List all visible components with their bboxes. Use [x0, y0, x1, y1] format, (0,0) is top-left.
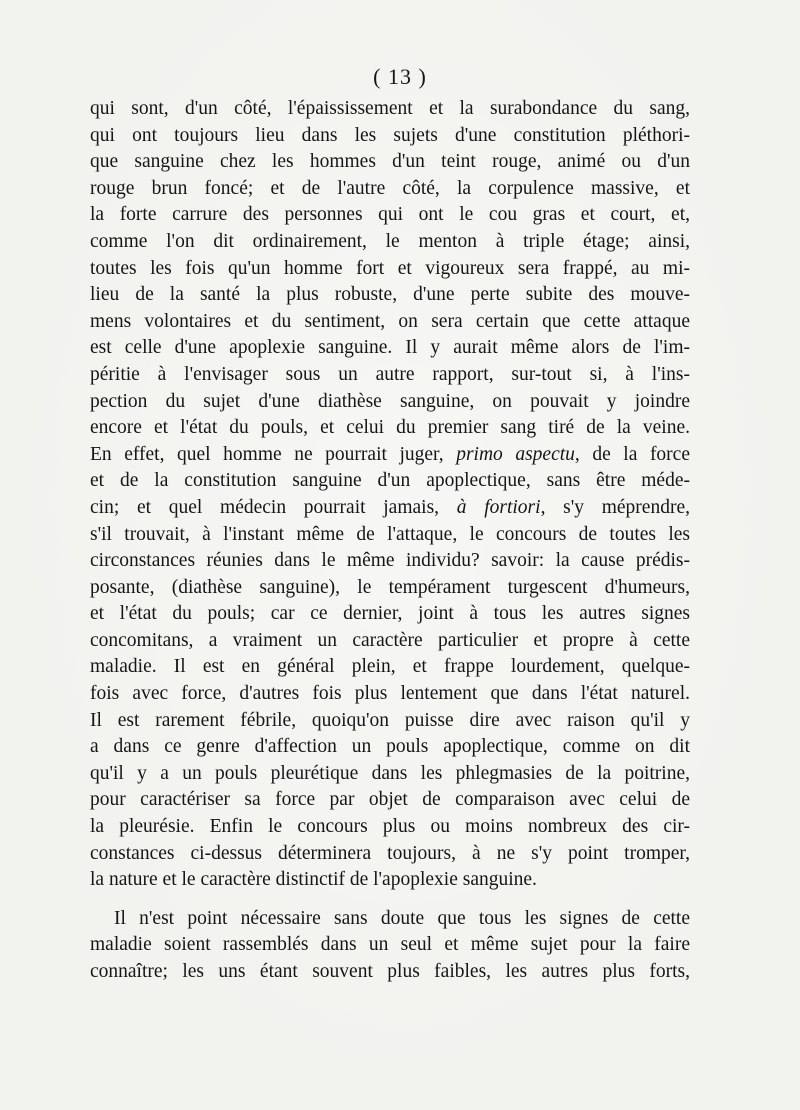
text-line: mens volontaires et du sentiment, on sera certain que cette attaque [90, 310, 690, 332]
text-line: et l'état du pouls; car ce dernier, joint à tous les autres signes [90, 603, 690, 625]
text-line: pection du sujet d'une diathèse sanguine, on pouvait y joindre [90, 390, 690, 412]
text-line: pour caractériser sa force par objet de comparaison avec celui de [90, 789, 690, 811]
text-segment: cin; et quel médecin pourrait jamais, [90, 496, 457, 518]
text-line: connaître; les uns étant souvent plus faibles, les autres plus forts, [90, 961, 690, 982]
italic-phrase: à fortiori [456, 496, 541, 518]
text-line: qui sont, d'un côté, l'épaississement et la surabondance du sang, [90, 98, 690, 119]
paragraph-1 [90, 96, 690, 894]
text-line: circonstances réunies dans le même individu? savoir: la cause prédis- [90, 550, 690, 572]
text-line: s'il trouvait, à l'instant même de l'attaque, le concours de toutes les [90, 523, 690, 545]
text-line: la pleurésie. Enfin le concours plus ou moins nombreux des cir- [90, 816, 690, 838]
text-line: constances ci-dessus déterminera toujours, à ne s'y point tromper, [90, 842, 690, 864]
text-line: comme l'on dit ordinairement, le menton à triple étage; ainsi, [90, 230, 690, 252]
text-line: Il est rarement fébrile, quoiqu'on puisse dire avec raison qu'il y [90, 709, 690, 731]
text-line: rouge brun foncé; et de l'autre côté, la corpulence massive, et [90, 177, 690, 199]
text-line: est celle d'une apoplexie sanguine. Il y aurait même alors de l'im- [90, 337, 690, 359]
body-text [90, 96, 690, 986]
text-line: que sanguine chez les hommes d'un teint rouge, animé ou d'un [90, 151, 690, 173]
paragraph-2 [90, 906, 690, 986]
text-line: péritie à l'envisager sous un autre rapport, sur-tout si, à l'ins- [90, 363, 690, 385]
text-line: toutes les fois qu'un homme fort et vigoureux sera frappé, au mi- [90, 257, 690, 279]
text-line: lieu de la santé la plus robuste, d'une perte subite des mouve- [90, 284, 690, 306]
text-segment: , de la force [574, 443, 690, 465]
text-line-with-italic [90, 495, 690, 522]
text-line: posante, (diathèse sanguine), le tempérament turgescent d'humeurs, [90, 576, 690, 598]
text-line: qu'il y a un pouls pleurétique dans les phlegmasies de la poitrine, [90, 762, 690, 784]
page-number: ( 13 ) [373, 64, 427, 89]
text-line: Il n'est point nécessaire sans doute que tous les signes de cette [114, 907, 690, 929]
text-line: fois avec force, d'autres fois plus lentement que dans l'état naturel. [90, 683, 690, 705]
text-line: la forte carrure des personnes qui ont le cou gras et court, et, [90, 204, 690, 226]
text-line: encore et l'état du pouls, et celui du premier sang tiré de la veine. [90, 417, 690, 439]
text-line: maladie soient rassemblés dans un seul et même sujet pour la faire [90, 934, 690, 956]
text-segment: En effet, quel homme ne pourrait juger, [90, 443, 457, 465]
text-line: concomitans, a vraiment un caractère particulier et propre à cette [90, 629, 690, 651]
text-line: a dans ce genre d'affection un pouls apoplectique, comme on dit [90, 736, 690, 758]
paragraph-gap [90, 894, 690, 906]
text-line-with-italic [90, 442, 690, 469]
text-line: qui ont toujours lieu dans les sujets d'une constitution pléthori- [90, 124, 690, 146]
italic-phrase: primo aspectu [456, 443, 575, 465]
text-line: maladie. Il est en général plein, et frappe lourdement, quelque- [90, 656, 690, 678]
text-line: et de la constitution sanguine d'un apoplectique, sans être méde- [90, 470, 690, 492]
text-segment: , s'y méprendre, [540, 496, 690, 518]
text-line: la nature et le caractère distinctif de l'apoplexie sanguine. [90, 869, 537, 891]
